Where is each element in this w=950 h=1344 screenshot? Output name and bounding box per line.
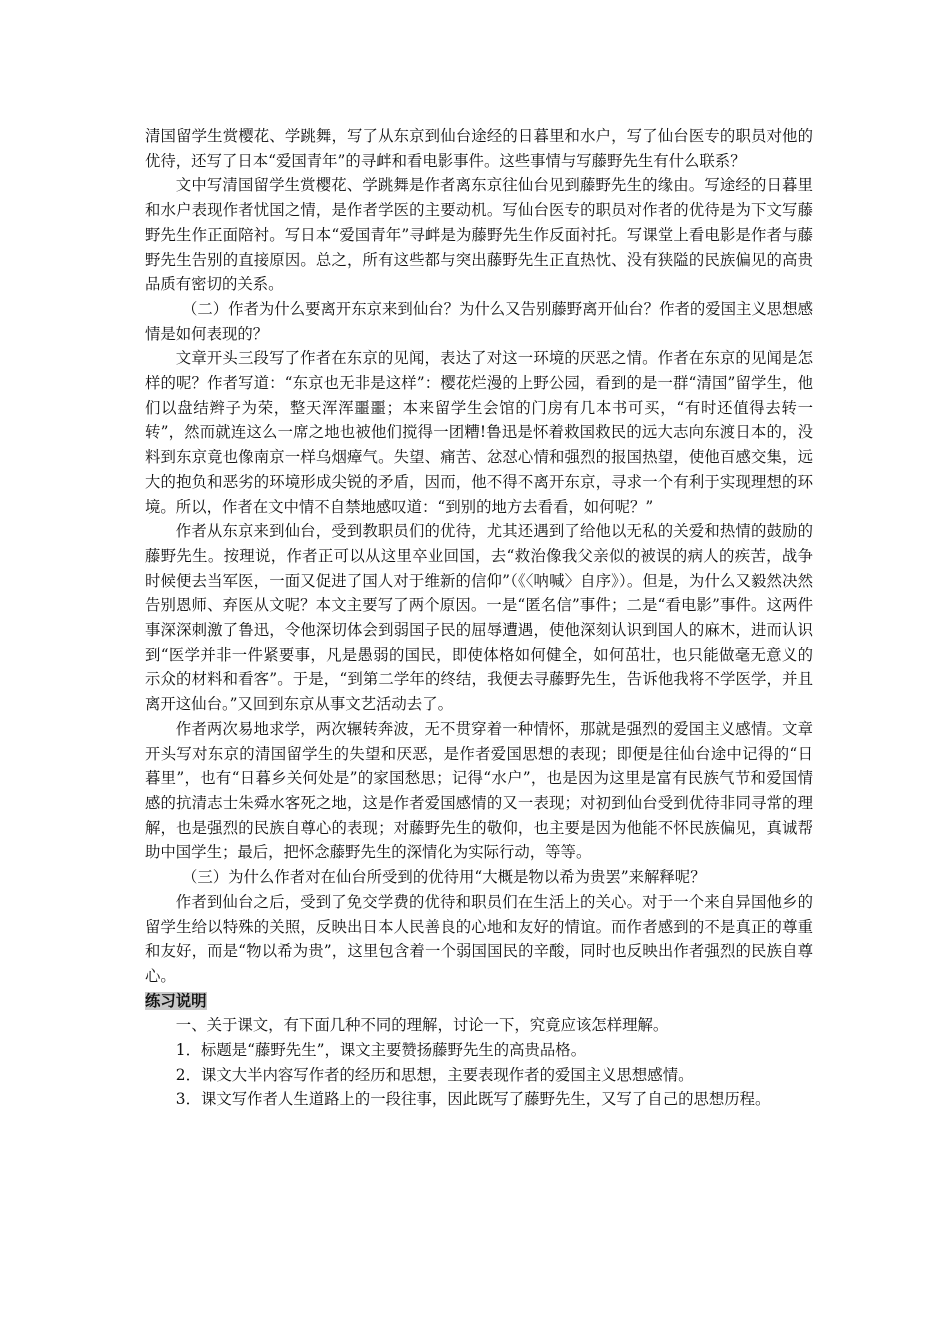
paragraph-answer-1: 文中写清国留学生赏樱花、学跳舞是作者离东京往仙台见到藤野先生的缘由。写途经的日暮里和水户表现作者忧国之情，是作者学医的主要动机。写仙台医专的职员对作者的优待是为下文写藤野先生作正面陪衬。写日本“爱国青年”寻衅是为藤野先生作反面衬托。写课堂上看电影是作者与藤野先生告别的直接原因。总之，所有这些都与突出藤野先生正直热忱、没有狭隘的民族偏见的高贵品质有密切的关系。 <box>145 176 813 294</box>
paragraph-question-3: （三）为什么作者对在仙台所受到的优待用“大概是物以希为贵罢”来解释呢？ <box>181 868 706 887</box>
exercise-intro: 一、关于课文，有下面几种不同的理解，讨论一下，究竟应该怎样理解。 <box>175 1016 669 1035</box>
exercise-item-3: 3．课文写作者人生道路上的一段往事，因此既写了藤野先生，又写了自己的思想历程。 <box>175 1090 771 1109</box>
document-body <box>145 124 813 1112</box>
paragraph-answer-2a: 文章开头三段写了作者在东京的见闻，表达了对这一环境的厌恶之情。作者在东京的见闻是怎样的呢？作者写道：“东京也无非是这样”：樱花烂漫的上野公园，看到的是一群“清国”留学生，他们以盘结辫子为荣，整天浑浑噩噩；本来留学生会馆的门房有几本书可买，“有时还值得去转一转”，然而就连这么一席之地也被他们搅得一团糟!鲁迅是怀着救国救民的远大志向东渡日本的，没料到东京竟也像南京一样乌烟瘴气。失望、痛苦、忿怼心情和强烈的报国热望，使他百感交集，远大的抱负和恶劣的环境形成尖锐的矛盾，因而，他不得不离开东京，寻求一个有利于实现理想的环境。所以，作者在文中情不自禁地感叹道：“到别的地方去看看，如何呢？” <box>145 349 813 516</box>
exercise-heading-text: 练习说明 <box>145 991 207 1010</box>
exercise-heading <box>145 989 813 1014</box>
paragraph-question-continuation: 清国留学生赏樱花、学跳舞，写了从东京到仙台途经的日暮里和水户，写了仙台医专的职员对他的优待，还写了日本“爱国青年”的寻衅和看电影事件。这些事情与写藤野先生有什么联系？ <box>145 127 813 170</box>
exercise-item-1: 1．标题是“藤野先生”，课文主要赞扬藤野先生的高贵品格。 <box>175 1041 587 1060</box>
paragraph-answer-2c: 作者两次易地求学，两次辗转奔波，无不贯穿着一种情怀，那就是强烈的爱国主义感情。文章开头写对东京的清国留学生的失望和厌恶，是作者爱国思想的表现；即便是往仙台途中记得的“日暮里”，也有“日暮乡关何处是”的家国愁思；记得“水户”，也是因为这里是富有民族气节和爱国情感的抗清志士朱舜水客死之地，这是作者爱国感情的又一表现；对初到仙台受到优待非同寻常的理解，也是强烈的民族自尊心的表现；对藤野先生的敬仰，也主要是因为他能不怀民族偏见，真诚帮助中国学生；最后，把怀念藤野先生的深情化为实际行动，等等。 <box>145 719 813 862</box>
paragraph-question-2: （二）作者为什么要离开东京来到仙台？为什么又告别藤野离开仙台？作者的爱国主义思想感情是如何表现的？ <box>145 299 813 343</box>
paragraph-answer-3: 作者到仙台之后，受到了免交学费的优待和职员们在生活上的关心。对于一个来自异国他乡的留学生给以特殊的关照，反映出日本人民善良的心地和友好的情谊。而作者感到的不是真正的尊重和友好，而是“物以希为贵”，这里包含着一个弱国国民的辛酸，同时也反映出作者强烈的民族自尊心。 <box>145 892 813 985</box>
exercise-item-2: 2．课文大半内容写作者的经历和思想，主要表现作者的爱国主义思想感情。 <box>175 1065 694 1084</box>
paragraph-answer-2b: 作者从东京来到仙台，受到教职员们的优待，尤其还遇到了给他以无私的关爱和热情的鼓励的藤野先生。按理说，作者正可以从这里卒业回国，去“救治像我父亲似的被误的病人的疾苦，战争时候便去当军医，一面又促进了国人对于维新的信仰”（《〈呐喊〉自序》）。但是，为什么又毅然决然告别恩师、弃医从文呢？本文主要写了两个原因。一是“匿名信”事件；二是“看电影”事件。这两件事深深刺激了鲁迅，令他深切体会到弱国子民的屈辱遭遇，使他深刻认识到国人的麻木，进而认识到“医学并非一件紧要事，凡是愚弱的国民，即使体格如何健全，如何茁壮，也只能做毫无意义的示众的材料和看客”。于是，“到第二学年的终结，我便去寻藤野先生，告诉他我将不学医学，并且离开这仙台。”又回到东京从事文艺活动去了。 <box>145 522 813 714</box>
